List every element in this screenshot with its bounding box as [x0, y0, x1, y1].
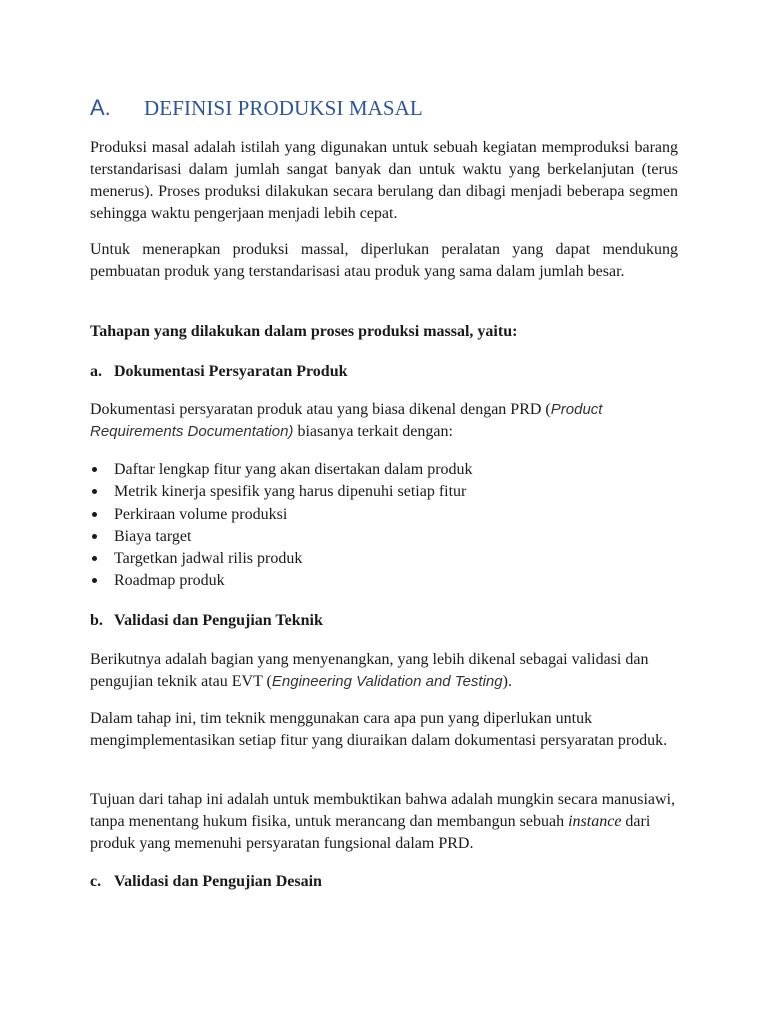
step-a-text-after: biasanya terkait dengan:	[293, 423, 453, 440]
step-b-marker: b.	[90, 612, 103, 629]
bullet-icon	[92, 512, 97, 517]
step-c-heading	[90, 871, 322, 893]
bullet-icon	[92, 489, 97, 494]
section-title: DEFINISI PRODUKSI MASAL	[144, 96, 423, 120]
step-c-title: Validasi dan Pengujian Desain	[114, 873, 322, 890]
step-b-text-after: ).	[502, 673, 512, 690]
list-item	[90, 504, 473, 526]
step-b-paragraph-3	[90, 789, 678, 855]
step-a-heading	[90, 361, 348, 383]
list-item-text: Daftar lengkap fitur yang akan disertakan dalam produk	[114, 461, 473, 478]
step-a-text-before: Dokumentasi persyaratan produk atau yang biasa dikenal dengan PRD (	[90, 401, 551, 418]
list-item-text: Metrik kinerja spesifik yang harus dipenuhi setiap fitur	[114, 483, 467, 501]
step-b-p3-term: instance	[568, 813, 622, 830]
step-b-p3-after: dari produk yang memenuhi persyaratan fungsional dalam PRD.	[90, 813, 651, 852]
bullet-icon	[92, 578, 97, 583]
step-b-paragraph-1	[90, 649, 678, 693]
step-b-heading	[90, 610, 323, 632]
bullet-icon	[92, 534, 97, 539]
step-b-text-before: Berikutnya adalah bagian yang menyenangkan, yang lebih dikenal sebagai validasi dan pengujian teknik atau EVT (	[90, 651, 649, 690]
step-a-paragraph	[90, 399, 670, 443]
paragraph-definition: Produksi masal adalah istilah yang digunakan untuk sebuah kegiatan memproduksi barang terstandarisasi dalam jumlah sangat banyak dan untuk waktu yang berkelanjutan (terus menerus). Proses produksi dilakukan secara berulang dan dibagi menjadi beberapa segmen sehingga waktu pengerjaan menjadi lebih cepat.	[90, 139, 678, 222]
paragraph-requirements: Untuk menerapkan produksi massal, diperlukan peralatan yang dapat mendukung pembuatan produk yang terstandarisasi atau produk yang sama dalam jumlah besar.	[90, 241, 678, 280]
step-b-term: Engineering Validation and Testing	[271, 673, 503, 690]
list-item	[90, 526, 473, 548]
step-a-term: Product Requirements Documentation)	[90, 401, 603, 440]
step-b-paragraph-2: Dalam tahap ini, tim teknik menggunakan cara apa pun yang diperlukan untuk mengimplementasikan setiap fitur yang diuraikan dalam dokumentasi persyaratan produk.	[90, 710, 668, 749]
section-heading	[90, 95, 423, 121]
bullet-icon	[92, 556, 97, 561]
list-item	[90, 570, 473, 592]
step-b-title: Validasi dan Pengujian Teknik	[114, 612, 323, 629]
list-item-text: Targetkan jadwal rilis produk	[114, 550, 303, 568]
step-b-p3-before: Tujuan dari tahap ini adalah untuk membuktikan bahwa adalah mungkin secara manusiawi, tanpa menentang hukum fisika, untuk merancang dan membangun sebuah	[90, 791, 676, 830]
list-item	[90, 548, 473, 570]
list-item	[90, 481, 473, 503]
section-letter: A.	[90, 95, 111, 120]
list-item-text: Perkiraan volume produksi	[114, 505, 288, 523]
bullet-icon	[92, 467, 97, 472]
list-item-text: Biaya target	[114, 527, 192, 545]
requirements-list	[90, 459, 473, 593]
step-a-marker: a.	[90, 363, 102, 380]
list-item-text: Roadmap produk	[114, 572, 225, 590]
list-item	[90, 459, 473, 481]
step-a-title: Dokumentasi Persyaratan Produk	[114, 363, 348, 380]
steps-intro: Tahapan yang dilakukan dalam proses produksi massal, yaitu:	[90, 323, 518, 340]
step-c-marker: c.	[90, 873, 102, 890]
